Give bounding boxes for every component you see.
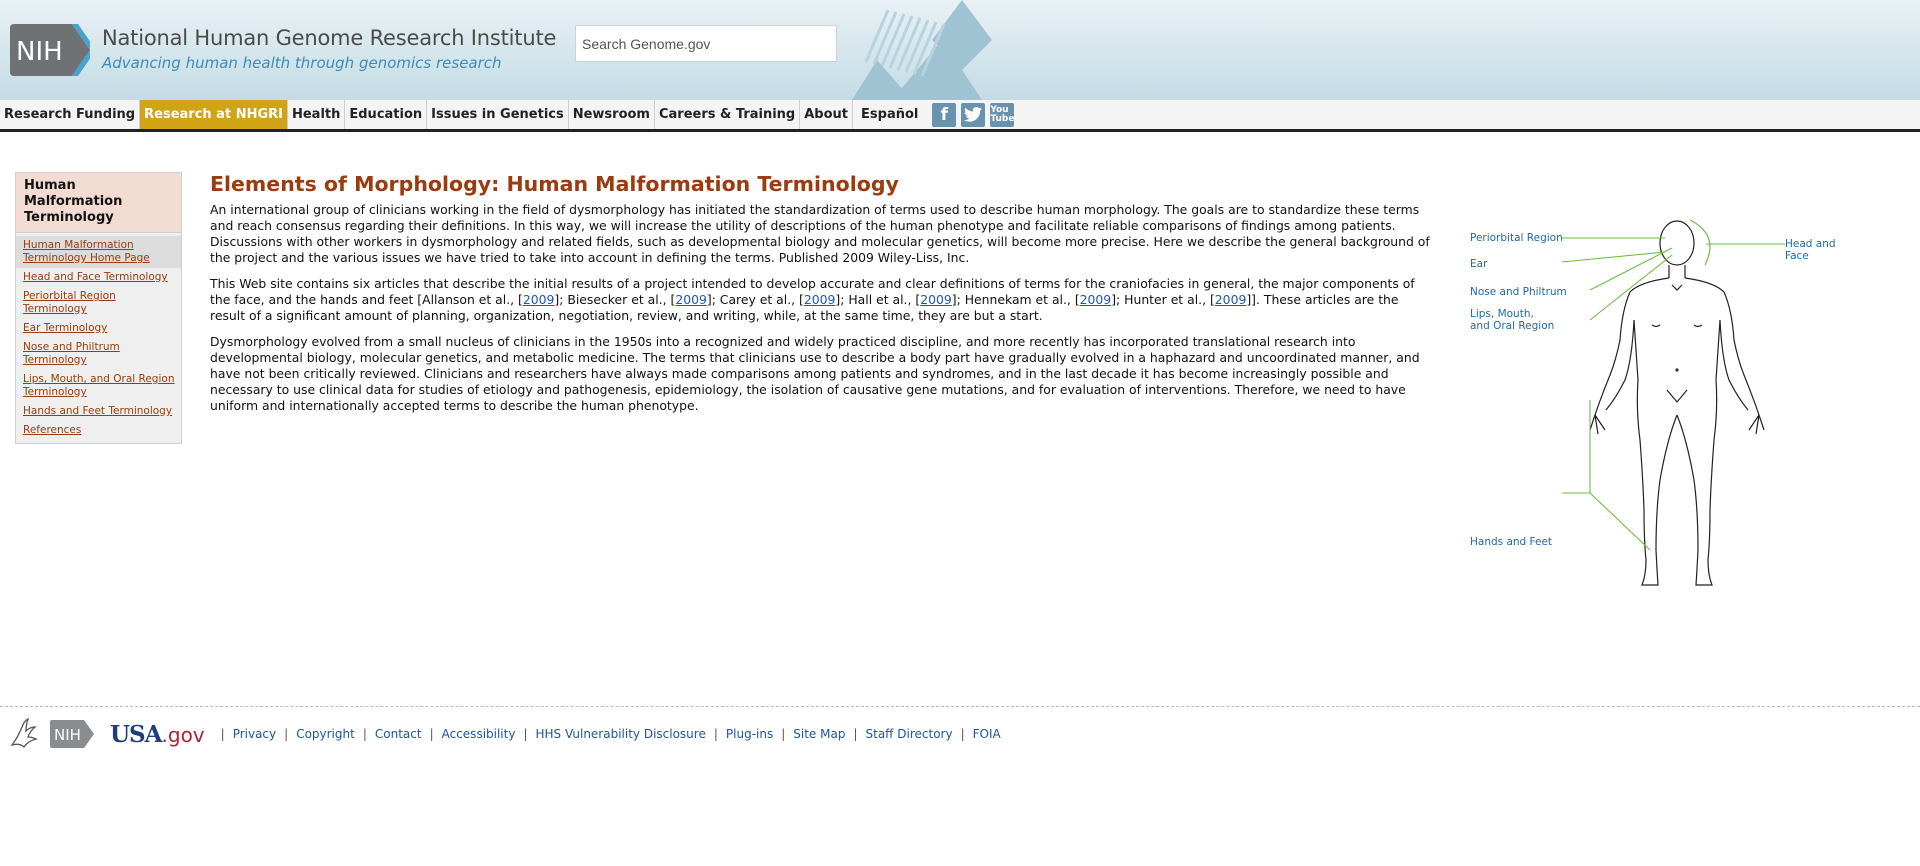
separator: |	[853, 727, 858, 741]
nih-logo[interactable]	[10, 24, 90, 76]
text: ]; Hennekam et al., [	[951, 292, 1080, 307]
text: This Web site contains six articles that describe the initial results of a project intended to develop accurate and clear definitions of terms for the craniofacies in general, the major components of the face, and the hands and feet [Allanson et al., [	[210, 276, 1415, 307]
separator: |	[960, 727, 965, 741]
nav-health[interactable]: Health	[288, 100, 345, 129]
nih-logo-text: NIH	[16, 37, 63, 67]
dna-helix-graphic	[852, 0, 1002, 100]
citation-link[interactable]: 2009	[920, 292, 952, 307]
separator: |	[429, 727, 434, 741]
intro-paragraph: An international group of clinicians working in the field of dysmorphology has initiated the standardization of terms used to describe human morphology. The goals are to standardize these terms and reach consensus regarding their definitions. In this way, we will increase the utility of descriptions of the human phenotype and facilitate reliable comparisons of findings among patients. Discussions with other workers in dysmorphology and related fields, such as developmental biology and molecular genetics, will become more precise. Here we describe the general background of the project and the various issues we have tried to take into account in defining the terms. Published 2009 Wiley-Liss, Inc.	[210, 202, 1430, 265]
logo-block[interactable]	[10, 24, 556, 76]
usa-gov-logo[interactable]	[110, 721, 205, 748]
facebook-icon[interactable]: f	[932, 103, 956, 127]
youtube-icon[interactable]: You Tube	[990, 103, 1014, 127]
footer-link-copyright[interactable]: Copyright	[296, 727, 355, 741]
body-outline-graphic	[1460, 210, 1860, 640]
main-nav	[0, 100, 1920, 132]
hhs-eagle-icon[interactable]	[8, 717, 38, 751]
footer-link-site-map[interactable]: Site Map	[793, 727, 846, 741]
sidebar-item-lips-mouth[interactable]: Lips, Mouth, and Oral Region Terminology	[23, 373, 175, 398]
label-nose-philtrum[interactable]: Nose and Philtrum	[1470, 286, 1567, 298]
sidebar-item-ear[interactable]: Ear Terminology	[23, 322, 108, 334]
sidebar-item-hands-feet[interactable]: Hands and Feet Terminology	[23, 405, 173, 417]
sidebar-item-head-face[interactable]: Head and Face Terminology	[23, 271, 168, 283]
sidebar-title: Human Malformation Terminology	[16, 173, 181, 233]
nih-footer-logo[interactable]	[50, 720, 94, 748]
label-hands-feet[interactable]: Hands and Feet	[1470, 536, 1553, 548]
separator: |	[362, 727, 367, 741]
footer-link-foia[interactable]: FOIA	[972, 727, 1001, 741]
footer-link-staff-directory[interactable]: Staff Directory	[865, 727, 953, 741]
nav-issues-in-genetics[interactable]: Issues in Genetics	[427, 100, 569, 129]
site-header	[0, 0, 1920, 100]
nav-about[interactable]: About	[800, 100, 853, 129]
footer-link-contact[interactable]: Contact	[374, 727, 422, 741]
search-input[interactable]: Search Genome.gov	[575, 25, 837, 62]
usa-text: USA	[110, 720, 162, 748]
text: ]; Hunter et al., [	[1111, 292, 1215, 307]
label-line: and Oral Region	[1470, 320, 1555, 332]
text: ]]. These articles are the result of a significant amount of planning, organization, negotiation, review, and writing, while, at the same time, they are but a start.	[210, 292, 1399, 323]
label-line: Lips, Mouth,	[1470, 308, 1534, 320]
separator: |	[220, 727, 225, 741]
nav-newsroom[interactable]: Newsroom	[569, 100, 655, 129]
separator: |	[713, 727, 718, 741]
sidebar	[15, 172, 182, 444]
text: ]; Biesecker et al., [	[554, 292, 676, 307]
citation-link[interactable]: 2009	[522, 292, 555, 307]
citation-link[interactable]: 2009	[1079, 292, 1112, 307]
sidebar-item-periorbital[interactable]: Periorbital Region Terminology	[23, 290, 116, 315]
page-title: Elements of Morphology: Human Malformation Terminology	[210, 172, 899, 196]
gov-text: .gov	[161, 722, 205, 747]
sidebar-item-nose-philtrum[interactable]: Nose and Philtrum Terminology	[23, 341, 120, 366]
twitter-icon[interactable]	[961, 103, 985, 127]
nav-espanol[interactable]: Español	[861, 107, 919, 122]
footer-link-plugins[interactable]: Plug-ins	[725, 727, 774, 741]
social-links	[932, 100, 1014, 129]
twitter-bird-glyph	[964, 107, 982, 122]
nih-footer-text: NIH	[54, 726, 81, 744]
site-footer	[0, 706, 1920, 766]
tagline: Advancing human health through genomics research	[102, 54, 502, 72]
text: ]; Hall et al., [	[835, 292, 921, 307]
sidebar-item-references[interactable]: References	[23, 424, 82, 436]
citation-link[interactable]: 2009	[1214, 292, 1247, 307]
org-name[interactable]: National Human Genome Research Institute	[102, 26, 557, 50]
footer-link-accessibility[interactable]: Accessibility	[441, 727, 516, 741]
separator: |	[523, 727, 528, 741]
label-ear[interactable]: Ear	[1470, 258, 1488, 270]
separator: |	[781, 727, 786, 741]
citation-link[interactable]: 2009	[675, 292, 707, 307]
nav-research-at-nhgri[interactable]: Research at NHGRI	[140, 100, 288, 129]
footer-links	[213, 727, 1001, 741]
footer-link-privacy[interactable]: Privacy	[232, 727, 277, 741]
separator: |	[284, 727, 289, 741]
label-lips-mouth[interactable]	[1470, 308, 1554, 332]
main-content	[210, 172, 1430, 424]
body-diagram	[1460, 210, 1860, 640]
nav-careers-training[interactable]: Careers & Training	[655, 100, 800, 129]
sidebar-item-home[interactable]: Human Malformation Terminology Home Page	[16, 236, 181, 268]
articles-paragraph	[210, 276, 1430, 324]
label-head-face[interactable]: Head and Face	[1785, 238, 1836, 262]
nav-research-funding[interactable]: Research Funding	[0, 100, 140, 129]
history-paragraph: Dysmorphology evolved from a small nucleus of clinicians in the 1950s into a recognized and widely practiced discipline, and more recently has incorporated translational research into developmental biology, molecular genetics, and metabolic medicine. The terms that clinicians use to describe a body part have gradually evolved in a haphazard and uncoordinated manner, and have not been critically reviewed. Clinicians and researchers have always made comparisons among patients and syndromes, and in the last decade it has become increasingly possible and necessary to use clinical data for studies of etiology and pathogenesis, epidemiology, the isolation of causative gene mutations, and for evaluation of interventions. Therefore, we need to have uniform and internationally accepted terms to describe the human phenotype.	[210, 334, 1420, 413]
text: ]; Carey et al., [	[706, 292, 804, 307]
footer-link-hhs-vulnerability[interactable]: HHS Vulnerability Disclosure	[535, 727, 706, 741]
nav-education[interactable]: Education	[345, 100, 427, 129]
citation-link[interactable]: 2009	[803, 292, 836, 307]
label-periorbital[interactable]: Periorbital Region	[1470, 232, 1563, 244]
